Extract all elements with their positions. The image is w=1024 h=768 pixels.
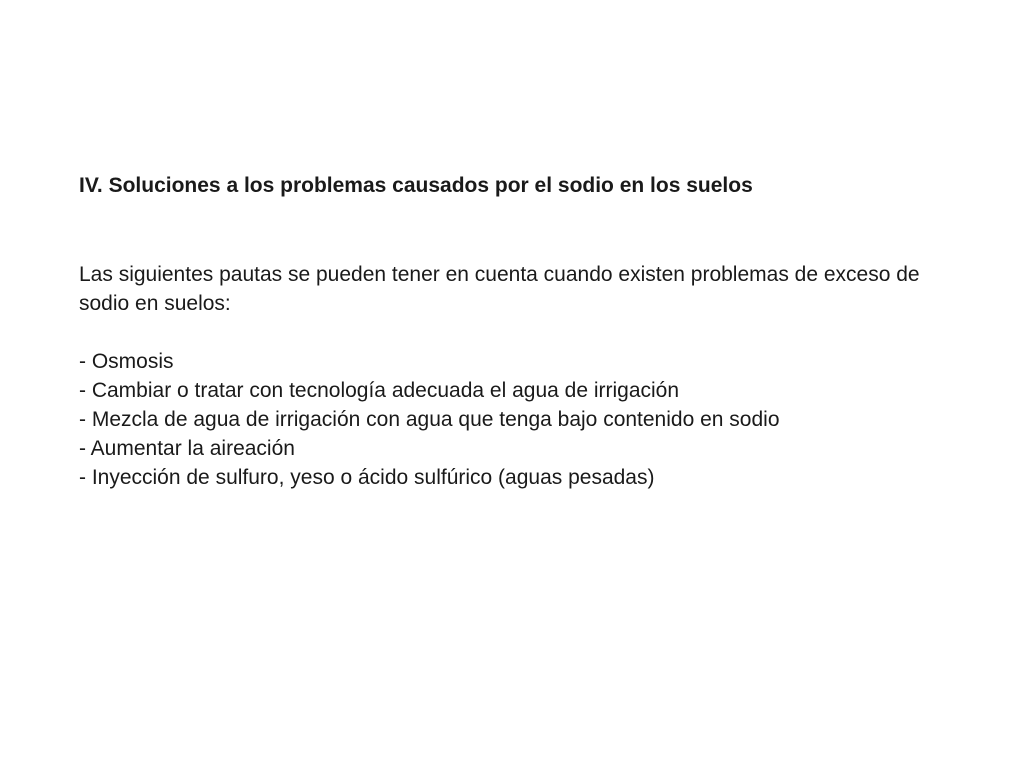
intro-paragraph: Las siguientes pautas se pueden tener en cuenta cuando existen problemas de exceso de sodio en suelos: <box>79 263 920 315</box>
list-item: - Mezcla de agua de irrigación con agua que tenga bajo contenido en sodio <box>79 408 780 431</box>
list-item: - Inyección de sulfuro, yeso o ácido sulfúrico (aguas pesadas) <box>79 466 655 489</box>
slide-title: IV. Soluciones a los problemas causados por el sodio en los suelos <box>79 174 753 197</box>
solutions-list <box>79 347 959 492</box>
list-item: - Cambiar o tratar con tecnología adecuada el agua de irrigación <box>79 379 680 402</box>
list-item: - Aumentar la aireación <box>79 437 295 460</box>
list-item: - Osmosis <box>79 350 174 373</box>
slide-content <box>79 170 959 492</box>
